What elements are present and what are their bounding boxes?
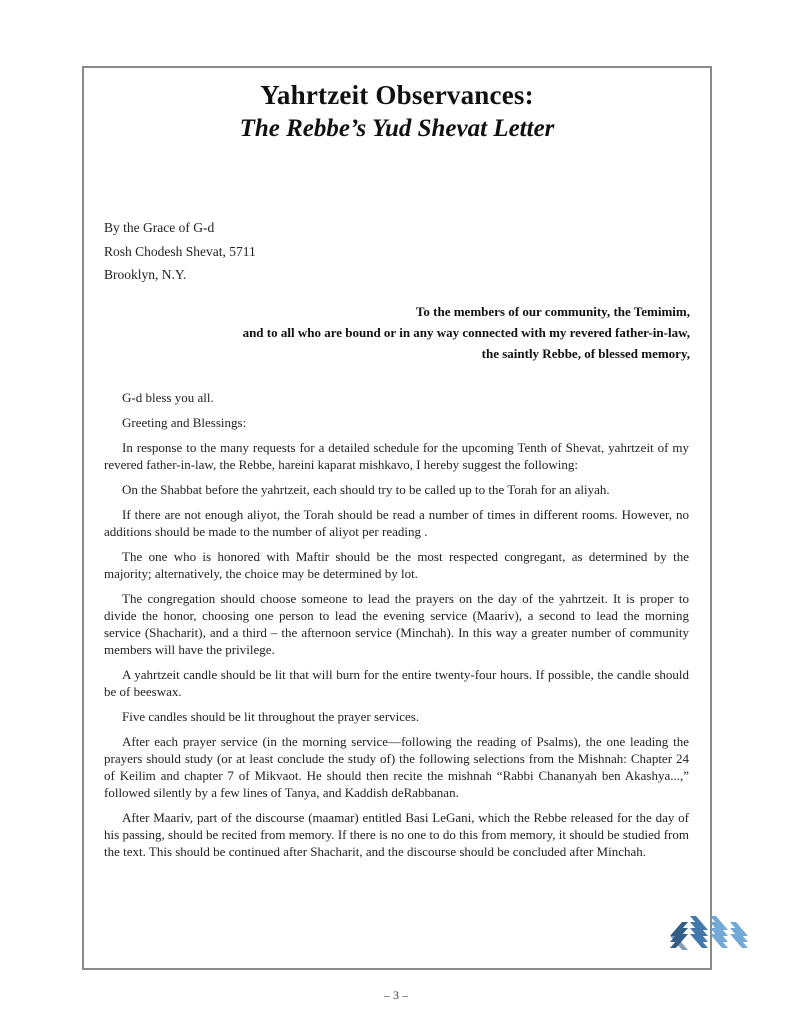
body-paragraph: After each prayer service (in the morning service—following the reading of Psalms), the one leading the prayers should study (or at least conclude the study of) the following selections from the Mishnah: Chapter 24 of Keilim and chapter 7 of Mikvaot. He should then recite the mishnah “Rabbi Chananyah ben Akashya...,” followed silently by a few lines of Tanya, and Kaddish deRabbanan.: [104, 734, 689, 800]
body-paragraph: G-d bless you all.: [122, 390, 214, 405]
addressee-line: To the members of our community, the Temimim,: [415, 304, 690, 319]
document-subtitle: The Rebbe’s Yud Shevat Letter: [239, 115, 555, 142]
dateline-line: Rosh Chodesh Shevat, 5711: [104, 243, 256, 259]
body-paragraph: The congregation should choose someone to lead the prayers on the day of the yahrtzeit. It is proper to divide the honor, choosing one person to lead the evening service (Maariv), a second to lead the morning service (Shacharit), and a third – the afternoon service (Minchah). In this way a greater number of community members will have the privilege.: [104, 591, 689, 657]
body-paragraph: Five candles should be lit throughout the prayer services.: [122, 709, 420, 724]
addressee-line: and to all who are bound or in any way connected with my revered father-in-law,: [242, 325, 690, 340]
dateline-line: By the Grace of G-d: [104, 220, 215, 235]
body-paragraph: If there are not enough aliyot, the Torah should be read a number of times in different rooms. However, no additions should be made to the number of aliyot per reading .: [104, 507, 689, 539]
body-paragraph: The one who is honored with Maftir should be the most respected congregant, as determined by the majority; alternatively, the choice may be determined by lot.: [104, 549, 689, 581]
striped-chevron-logo-icon: [668, 908, 760, 964]
addressee-block: [243, 301, 690, 364]
body-paragraph: Greeting and Blessings:: [122, 415, 247, 430]
page-number: – 3 –: [384, 988, 408, 1002]
body-paragraph: A yahrtzeit candle should be lit that will burn for the entire twenty-four hours. If possible, the candle should be of beeswax.: [104, 667, 689, 699]
body-paragraph: On the Shabbat before the yahrtzeit, each should try to be called up to the Torah for an aliyah.: [122, 482, 610, 497]
dateline: [104, 216, 256, 287]
dateline-line: Brooklyn, N.Y.: [104, 267, 187, 282]
document-title: Yahrtzeit Observances:: [260, 80, 534, 110]
letter-body: [104, 389, 689, 868]
body-paragraph: After Maariv, part of the discourse (maamar) entitled Basi LeGani, which the Rebbe released for the day of his passing, should be recited from memory. If there is no one to do this from memory, it should be studied from the text. This should be continued after Shacharit, and the discourse should be concluded after Minchah.: [104, 810, 689, 859]
addressee-line: the saintly Rebbe, of blessed memory,: [481, 346, 690, 361]
body-paragraph: In response to the many requests for a detailed schedule for the upcoming Tenth of Shevat, yahrtzeit of my revered father-in-law, the Rebbe, hareini kaparat mishkavo, I hereby suggest the following:: [104, 440, 689, 472]
